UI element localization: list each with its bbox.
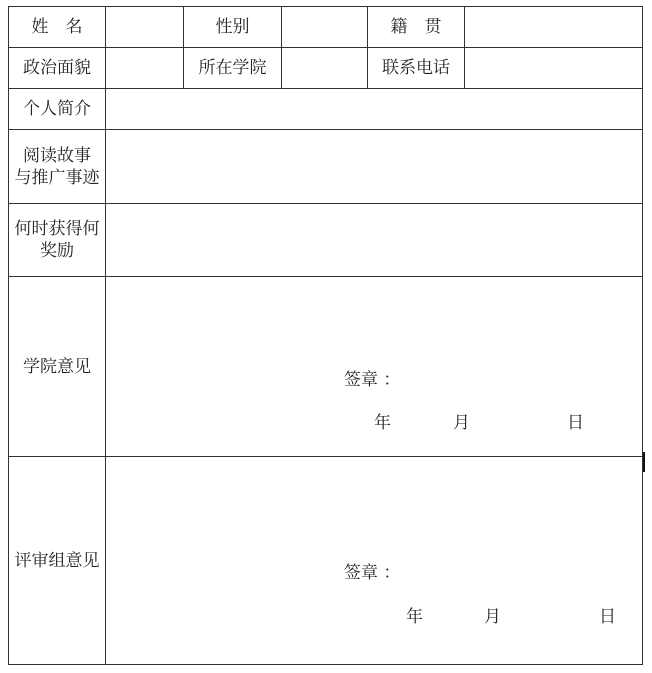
origin-label-cell xyxy=(367,6,464,47)
gender-label-cell xyxy=(183,6,281,47)
college-label-cell xyxy=(183,47,281,88)
reading-label-cell xyxy=(8,129,105,203)
panel-month-label: 月 xyxy=(484,607,501,627)
panel-opinion-field[interactable] xyxy=(105,456,643,665)
gender-label: 性别 xyxy=(215,17,250,37)
phone-field[interactable] xyxy=(464,47,643,88)
reading-field[interactable] xyxy=(105,129,643,203)
panel-day-label: 日 xyxy=(599,607,616,627)
college-year-label: 年 xyxy=(374,413,391,433)
award-label-line1: 何时获得何 xyxy=(14,219,100,239)
college-opinion-field[interactable] xyxy=(105,276,643,456)
intro-label: 个人简介 xyxy=(23,99,91,119)
award-label-line2: 奖励 xyxy=(40,241,74,261)
panel-opinion-label: 评审组意见 xyxy=(14,550,100,571)
reading-label-line2: 与推广事迹 xyxy=(14,167,100,188)
college-seal-label: 签章 ： xyxy=(344,370,401,390)
college-field[interactable] xyxy=(281,47,367,88)
application-form xyxy=(8,6,643,665)
edge-mark xyxy=(643,452,645,472)
name-label: 姓 名 xyxy=(31,17,83,37)
political-label: 政治面貌 xyxy=(23,58,91,78)
phone-label-cell xyxy=(367,47,464,88)
college-opinion-label-cell xyxy=(8,276,105,456)
intro-field[interactable] xyxy=(105,88,643,129)
name-label-cell xyxy=(8,6,105,47)
panel-seal-label: 签章 ： xyxy=(344,563,401,583)
panel-year-label: 年 xyxy=(406,607,423,627)
gender-field[interactable] xyxy=(281,6,367,47)
name-field[interactable] xyxy=(105,6,183,47)
college-month-label: 月 xyxy=(453,413,470,433)
reading-label-line1: 阅读故事 xyxy=(23,145,91,166)
origin-field[interactable] xyxy=(464,6,643,47)
college-label: 所在学院 xyxy=(198,58,267,78)
award-label-cell xyxy=(8,203,105,276)
phone-label: 联系电话 xyxy=(382,58,450,78)
origin-label: 籍 贯 xyxy=(390,17,442,37)
college-opinion-label: 学院意见 xyxy=(23,356,91,377)
political-field[interactable] xyxy=(105,47,183,88)
award-field[interactable] xyxy=(105,203,643,276)
panel-opinion-label-cell xyxy=(8,456,105,665)
intro-label-cell xyxy=(8,88,105,129)
political-label-cell xyxy=(8,47,105,88)
college-day-label: 日 xyxy=(567,413,584,433)
